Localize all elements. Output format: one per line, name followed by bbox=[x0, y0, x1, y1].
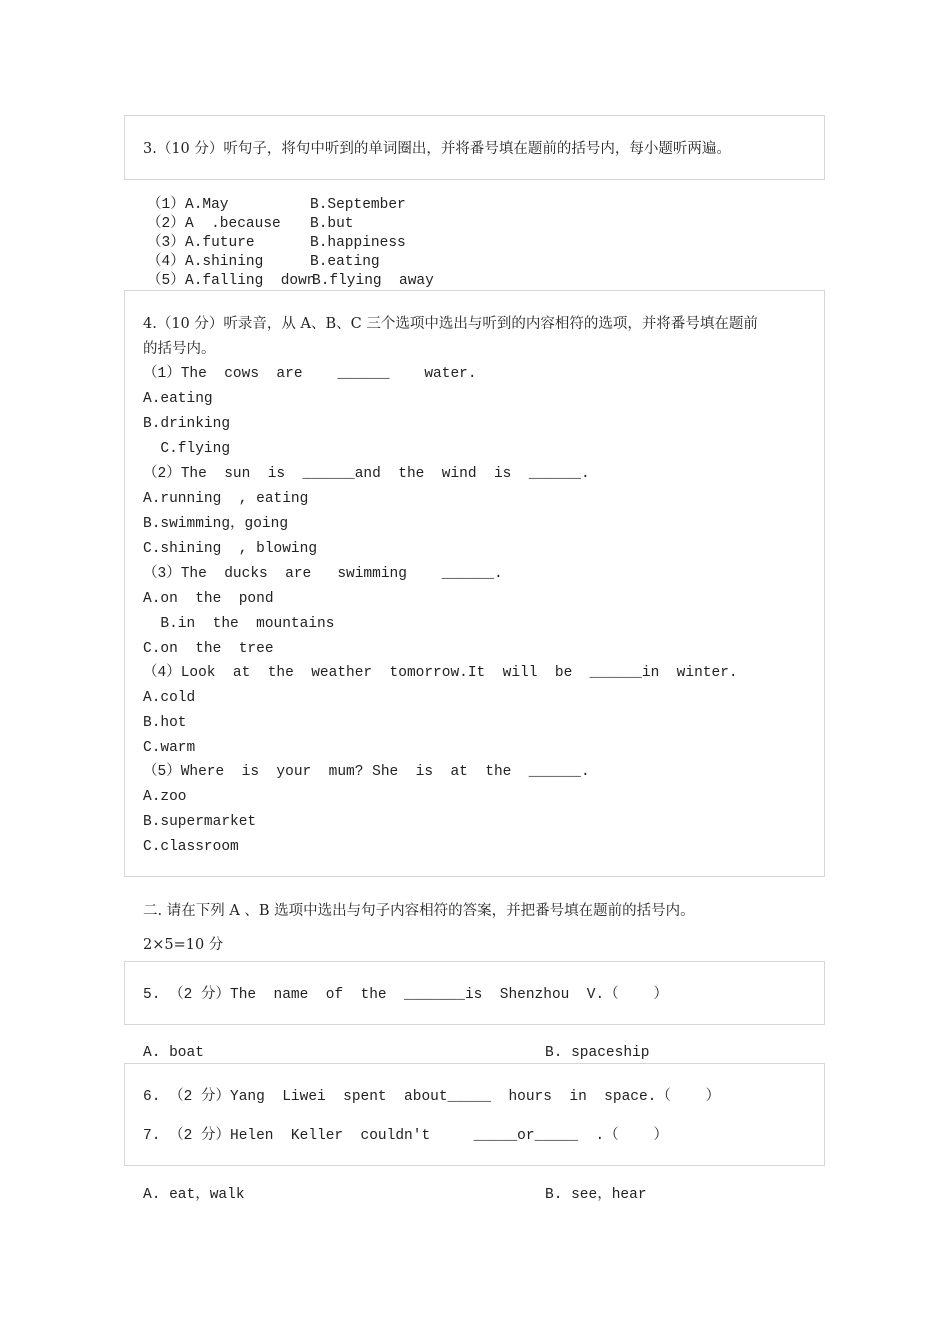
q4-line-17: （5）Where is your mum? She is at the ______. bbox=[143, 764, 590, 780]
q3-row-4-b: B.eating bbox=[310, 254, 380, 270]
q3-row-5-b: B.flying away bbox=[312, 273, 434, 289]
q3-row-2-a: A .because bbox=[185, 216, 281, 232]
q3-row-4-a: A.shining bbox=[185, 254, 264, 270]
q4-line-2: A.eating bbox=[143, 391, 213, 407]
question-6-7-box bbox=[124, 1063, 825, 1166]
q4-line-20: C.classroom bbox=[143, 839, 239, 855]
section-2-score: 2×5=10 分 bbox=[143, 937, 224, 953]
q3-row-2-num: （2） bbox=[147, 216, 185, 232]
q7-option-b: B. see，hear bbox=[545, 1187, 647, 1203]
question-4-stem-line2: 的括号内。 bbox=[143, 341, 216, 357]
q4-line-19: B.supermarket bbox=[143, 814, 257, 830]
q5-option-b: B. spaceship bbox=[545, 1045, 650, 1061]
q4-line-3: B.drinking bbox=[143, 416, 231, 432]
q3-row-1-b: B.September bbox=[310, 197, 406, 213]
q4-line-11: B.in the mountains bbox=[143, 616, 335, 632]
question-4-stem-line1: 4.（10 分）听录音，从 A、B、C 三个选项中选出与听到的内容相符的选项，并将番号填在题前 bbox=[143, 316, 758, 332]
q4-line-12: C.on the tree bbox=[143, 641, 274, 657]
q3-row-3-a: A.future bbox=[185, 235, 255, 251]
q3-row-3-b: B.happiness bbox=[310, 235, 406, 251]
q4-line-15: B.hot bbox=[143, 715, 187, 731]
question-3-stem: 3.（10 分）听句子，将句中听到的单词圈出，并将番号填在题前的括号内，每小题听两遍。 bbox=[143, 141, 731, 157]
question-5-stem: 5. （2 分）The name of the _______is Shenzhou V.（ ） bbox=[143, 987, 668, 1003]
q4-line-10: A.on the pond bbox=[143, 591, 274, 607]
section-2-heading: 二. 请在下列 A 、B 选项中选出与句子内容相符的答案，并把番号填在题前的括号内。 bbox=[143, 903, 695, 919]
q3-row-1-a: A.May bbox=[185, 197, 229, 213]
q3-row-1-num: （1） bbox=[147, 197, 185, 213]
q4-line-7: B.swimming，going bbox=[143, 516, 289, 532]
q4-line-5: （2）The sun is ______and the wind is ______. bbox=[143, 466, 590, 482]
q5-option-a: A. boat bbox=[143, 1045, 204, 1061]
q3-row-5-num: （5） bbox=[147, 273, 185, 289]
q4-line-1: （1）The cows are ______ water. bbox=[143, 366, 477, 382]
q4-line-16: C.warm bbox=[143, 740, 196, 756]
q4-line-4: C.flying bbox=[143, 441, 231, 457]
q4-line-14: A.cold bbox=[143, 690, 196, 706]
q4-line-6: A.running , eating bbox=[143, 491, 309, 507]
q4-line-8: C.shining , blowing bbox=[143, 541, 318, 557]
q4-line-9: （3）The ducks are swimming ______. bbox=[143, 566, 503, 582]
q3-row-2-b: B.but bbox=[310, 216, 354, 232]
q7-option-a: A. eat，walk bbox=[143, 1187, 245, 1203]
q4-line-13: （4）Look at the weather tomorrow.It will be ______in winter. bbox=[143, 665, 738, 681]
q4-line-18: A.zoo bbox=[143, 789, 187, 805]
question-6-stem: 6. （2 分）Yang Liwei spent about_____ hours in space.（ ） bbox=[143, 1089, 721, 1105]
q3-row-3-num: （3） bbox=[147, 235, 185, 251]
q3-row-4-num: （4） bbox=[147, 254, 185, 270]
question-7-stem: 7. （2 分）Helen Keller couldn't _____or_____ .（ ） bbox=[143, 1128, 668, 1144]
q3-row-5-a: A.falling down bbox=[185, 273, 316, 289]
